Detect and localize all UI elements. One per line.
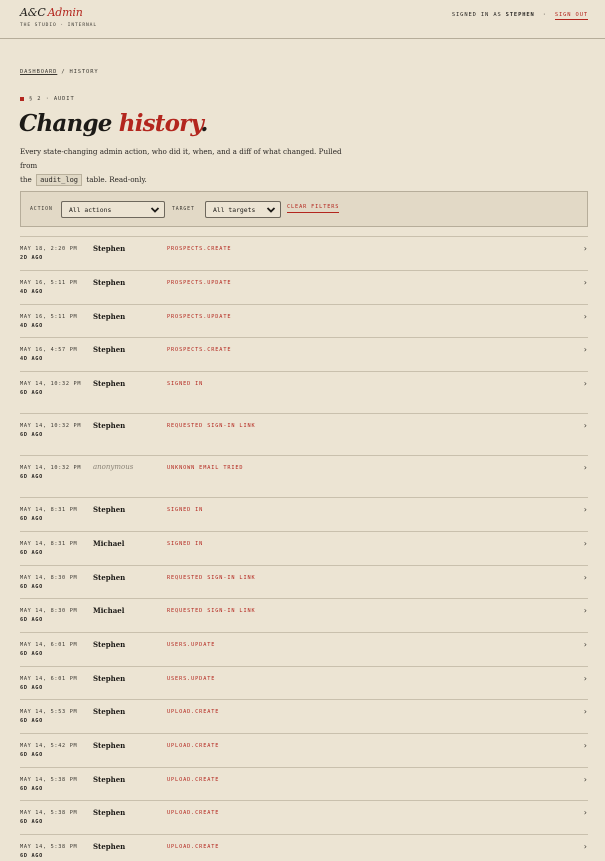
audit-row[interactable] bbox=[20, 733, 588, 767]
chevron-right-icon[interactable]: › bbox=[583, 505, 587, 514]
row-relative-time: 6D AGO bbox=[20, 785, 43, 792]
target-filter-label: TARGET bbox=[172, 207, 195, 212]
breadcrumb-separator: / bbox=[61, 69, 66, 75]
row-timestamp bbox=[20, 708, 82, 725]
chevron-right-icon[interactable]: › bbox=[583, 808, 587, 817]
row-timestamp bbox=[20, 776, 82, 793]
audit-row[interactable] bbox=[20, 270, 588, 304]
row-timestamp bbox=[20, 380, 82, 397]
audit-row[interactable] bbox=[20, 666, 588, 699]
row-actor: Stephen bbox=[93, 842, 126, 851]
chevron-right-icon[interactable]: › bbox=[583, 463, 587, 472]
chevron-right-icon[interactable]: › bbox=[583, 379, 587, 388]
audit-row[interactable] bbox=[20, 565, 588, 598]
chevron-right-icon[interactable]: › bbox=[583, 707, 587, 716]
chevron-down-icon bbox=[265, 204, 277, 216]
row-timestamp bbox=[20, 506, 82, 523]
row-actor: Michael bbox=[93, 606, 125, 615]
chevron-right-icon[interactable]: › bbox=[583, 539, 587, 548]
row-date: MAY 14, 8:31 PM bbox=[20, 507, 78, 513]
row-relative-time: 6D AGO bbox=[20, 473, 43, 480]
row-actor: Stephen bbox=[93, 741, 126, 750]
row-relative-time: 6D AGO bbox=[20, 389, 43, 396]
row-relative-time: 6D AGO bbox=[20, 549, 43, 556]
row-relative-time: 4D AGO bbox=[20, 355, 43, 362]
row-relative-time: 6D AGO bbox=[20, 818, 43, 825]
row-action: UPLOAD.CREATE bbox=[167, 844, 220, 850]
chevron-right-icon[interactable]: › bbox=[583, 345, 587, 354]
row-actor: Stephen bbox=[93, 421, 126, 430]
row-date: MAY 14, 5:38 PM bbox=[20, 844, 78, 850]
row-action: PROSPECTS.UPDATE bbox=[167, 314, 232, 320]
chevron-right-icon[interactable]: › bbox=[583, 421, 587, 430]
row-date: MAY 14, 10:32 PM bbox=[20, 381, 82, 387]
section-tag bbox=[20, 96, 75, 102]
row-actor: Stephen bbox=[93, 674, 126, 683]
description-line-1: Every state-changing admin action, who did it, when, and a diff of what changed. Pulled from bbox=[20, 147, 342, 170]
signed-in-label: SIGNED IN AS bbox=[451, 12, 502, 18]
row-action: UPLOAD.CREATE bbox=[167, 810, 220, 816]
row-actor: Stephen bbox=[93, 345, 126, 354]
audit-row[interactable] bbox=[20, 834, 588, 861]
row-actor: Stephen bbox=[93, 379, 126, 388]
row-timestamp bbox=[20, 843, 82, 860]
audit-row[interactable] bbox=[20, 598, 588, 632]
title-part-1: Change bbox=[19, 110, 112, 137]
chevron-right-icon[interactable]: › bbox=[583, 741, 587, 750]
row-date: MAY 16, 5:11 PM bbox=[20, 280, 78, 286]
row-action: UPLOAD.CREATE bbox=[167, 777, 220, 783]
row-action: REQUESTED SIGN-IN LINK bbox=[167, 423, 256, 429]
row-relative-time: 6D AGO bbox=[20, 616, 43, 623]
chevron-right-icon[interactable]: › bbox=[583, 278, 587, 287]
row-action: UNKNOWN EMAIL TRIED bbox=[167, 465, 244, 471]
separator: · bbox=[542, 12, 547, 18]
red-square-icon bbox=[20, 97, 24, 101]
row-action: SIGNED IN bbox=[167, 381, 204, 387]
row-timestamp bbox=[20, 641, 82, 658]
row-timestamp bbox=[20, 279, 82, 296]
row-relative-time: 6D AGO bbox=[20, 717, 43, 724]
chevron-right-icon[interactable]: › bbox=[583, 842, 587, 851]
row-relative-time: 2D AGO bbox=[20, 254, 43, 261]
chevron-right-icon[interactable]: › bbox=[583, 244, 587, 253]
row-actor: Stephen bbox=[93, 808, 126, 817]
row-action: PROSPECTS.CREATE bbox=[167, 347, 232, 353]
row-relative-time: 6D AGO bbox=[20, 684, 43, 691]
row-action: USERS.UPDATE bbox=[167, 676, 216, 682]
top-bar bbox=[0, 0, 605, 39]
row-timestamp bbox=[20, 607, 82, 624]
row-date: MAY 14, 8:30 PM bbox=[20, 608, 78, 614]
chevron-right-icon[interactable]: › bbox=[583, 775, 587, 784]
row-date: MAY 14, 5:38 PM bbox=[20, 777, 78, 783]
row-relative-time: 6D AGO bbox=[20, 583, 43, 590]
page-description bbox=[20, 145, 350, 187]
row-relative-time: 4D AGO bbox=[20, 288, 43, 295]
brand-subtitle: THE STUDIO · INTERNAL bbox=[20, 23, 97, 28]
audit-row[interactable] bbox=[20, 236, 588, 270]
audit-row[interactable] bbox=[20, 455, 588, 497]
row-date: MAY 14, 8:31 PM bbox=[20, 541, 78, 547]
brand-admin-label: Admin bbox=[47, 6, 83, 19]
row-action: SIGNED IN bbox=[167, 507, 204, 513]
row-actor: anonymous bbox=[93, 463, 134, 471]
audit-row[interactable] bbox=[20, 497, 588, 531]
row-action: SIGNED IN bbox=[167, 541, 204, 547]
target-filter-value: All targets bbox=[213, 206, 256, 214]
row-date: MAY 16, 4:57 PM bbox=[20, 347, 78, 353]
account-area bbox=[452, 12, 588, 20]
row-date: MAY 14, 5:38 PM bbox=[20, 810, 78, 816]
breadcrumb-current: HISTORY bbox=[69, 69, 99, 75]
sign-out-link[interactable]: SIGN OUT bbox=[554, 12, 588, 18]
row-actor: Stephen bbox=[93, 640, 126, 649]
breadcrumb bbox=[20, 69, 99, 75]
row-timestamp bbox=[20, 540, 82, 557]
row-timestamp bbox=[20, 675, 82, 692]
row-actor: Stephen bbox=[93, 312, 126, 321]
audit-row[interactable] bbox=[20, 304, 588, 337]
action-filter-label: ACTION bbox=[30, 207, 53, 212]
description-line-2-post: table. Read-only. bbox=[86, 175, 147, 184]
title-period: . bbox=[200, 110, 208, 137]
chevron-right-icon[interactable]: › bbox=[583, 312, 587, 321]
description-line-2-pre: the bbox=[20, 175, 32, 184]
row-action: UPLOAD.CREATE bbox=[167, 743, 220, 749]
audit-row[interactable] bbox=[20, 800, 588, 834]
audit-log-code: audit_log bbox=[36, 174, 82, 186]
audit-row[interactable] bbox=[20, 699, 588, 733]
row-action: PROSPECTS.UPDATE bbox=[167, 280, 232, 286]
row-action: REQUESTED SIGN-IN LINK bbox=[167, 608, 256, 614]
row-action: USERS.UPDATE bbox=[167, 642, 216, 648]
row-timestamp bbox=[20, 574, 82, 591]
row-date: MAY 14, 10:32 PM bbox=[20, 423, 82, 429]
row-date: MAY 18, 2:20 PM bbox=[20, 246, 78, 252]
row-relative-time: 6D AGO bbox=[20, 650, 43, 657]
brand-name: A&C bbox=[20, 6, 46, 19]
row-date: MAY 14, 6:01 PM bbox=[20, 676, 78, 682]
action-filter-value: All actions bbox=[69, 206, 112, 214]
row-actor: Stephen bbox=[93, 505, 126, 514]
row-actor: Stephen bbox=[93, 244, 126, 253]
row-actor: Stephen bbox=[93, 707, 126, 716]
audit-row[interactable] bbox=[20, 767, 588, 800]
row-timestamp bbox=[20, 464, 82, 481]
row-timestamp bbox=[20, 742, 82, 759]
row-relative-time: 6D AGO bbox=[20, 751, 43, 758]
row-date: MAY 16, 5:11 PM bbox=[20, 314, 78, 320]
section-label: § 2 · AUDIT bbox=[29, 96, 75, 102]
target-filter-select[interactable] bbox=[205, 201, 281, 218]
row-relative-time: 6D AGO bbox=[20, 852, 43, 859]
row-date: MAY 14, 5:53 PM bbox=[20, 709, 78, 715]
page-title bbox=[19, 110, 208, 137]
action-filter-select[interactable] bbox=[61, 201, 165, 218]
filter-bar bbox=[20, 191, 588, 227]
brand-logo[interactable] bbox=[20, 6, 83, 19]
row-timestamp bbox=[20, 346, 82, 363]
chevron-right-icon[interactable]: › bbox=[583, 674, 587, 683]
audit-row[interactable] bbox=[20, 632, 588, 666]
row-actor: Stephen bbox=[93, 573, 126, 582]
row-timestamp bbox=[20, 245, 82, 262]
row-timestamp bbox=[20, 809, 82, 826]
current-user: STEPHEN bbox=[505, 12, 535, 18]
chevron-down-icon bbox=[149, 204, 161, 216]
row-relative-time: 6D AGO bbox=[20, 515, 43, 522]
row-action: UPLOAD.CREATE bbox=[167, 709, 220, 715]
audit-row[interactable] bbox=[20, 371, 588, 413]
row-action: REQUESTED SIGN-IN LINK bbox=[167, 575, 256, 581]
row-relative-time: 4D AGO bbox=[20, 322, 43, 329]
row-action: PROSPECTS.CREATE bbox=[167, 246, 232, 252]
chevron-right-icon[interactable]: › bbox=[583, 640, 587, 649]
chevron-right-icon[interactable]: › bbox=[583, 573, 587, 582]
row-actor: Stephen bbox=[93, 775, 126, 784]
clear-filters-link[interactable]: CLEAR FILTERS bbox=[287, 204, 339, 213]
audit-row[interactable] bbox=[20, 413, 588, 455]
breadcrumb-dashboard[interactable]: DASHBOARD bbox=[20, 69, 58, 75]
audit-row[interactable] bbox=[20, 337, 588, 371]
row-date: MAY 14, 10:32 PM bbox=[20, 465, 82, 471]
chevron-right-icon[interactable]: › bbox=[583, 606, 587, 615]
row-actor: Stephen bbox=[93, 278, 126, 287]
row-date: MAY 14, 5:42 PM bbox=[20, 743, 78, 749]
row-date: MAY 14, 6:01 PM bbox=[20, 642, 78, 648]
row-timestamp bbox=[20, 422, 82, 439]
row-date: MAY 14, 8:30 PM bbox=[20, 575, 78, 581]
row-relative-time: 6D AGO bbox=[20, 431, 43, 438]
title-part-2: history bbox=[118, 110, 201, 137]
row-timestamp bbox=[20, 313, 82, 330]
row-actor: Michael bbox=[93, 539, 125, 548]
audit-row[interactable] bbox=[20, 531, 588, 565]
